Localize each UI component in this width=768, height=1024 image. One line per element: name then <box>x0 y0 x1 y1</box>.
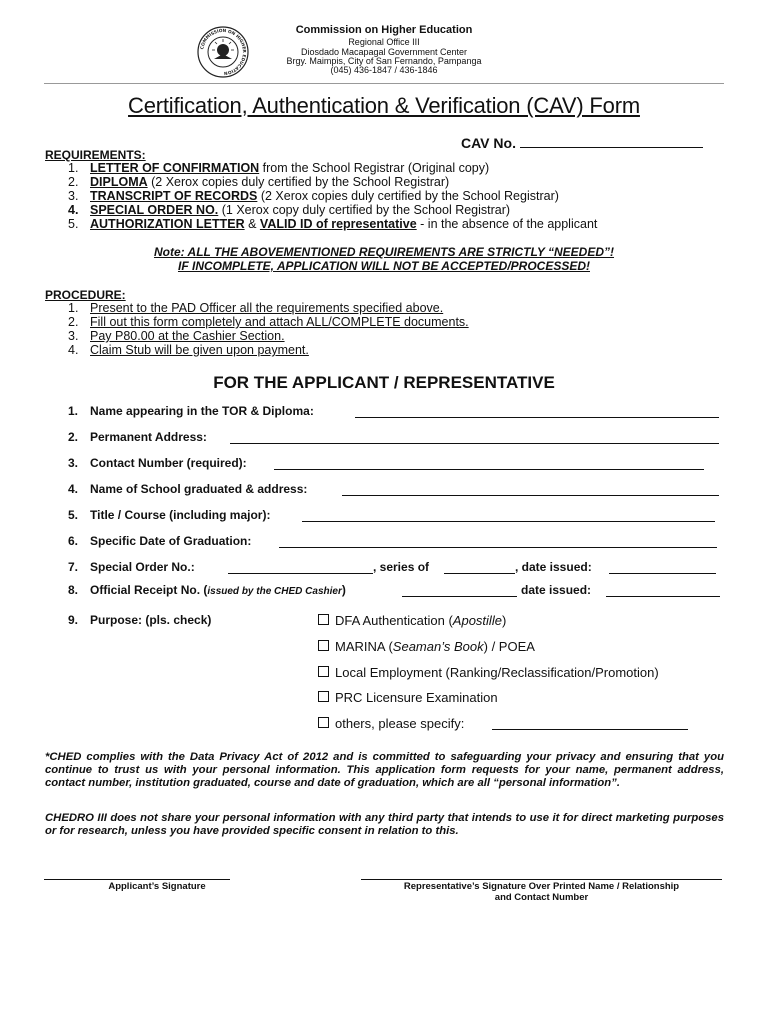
course-input-line[interactable] <box>302 509 715 522</box>
procedure-heading: PROCEDURE: <box>45 288 126 302</box>
receipt-date-label: date issued: <box>521 583 592 597</box>
purpose-option-local-employment[interactable]: Local Employment (Ranking/Reclassification/Promotion) <box>318 666 659 679</box>
note-line-2: IF INCOMPLETE, APPLICATION WILL NOT BE ACCEPTED/PROCESSED! <box>177 259 590 273</box>
purpose-option-others[interactable]: others, please specify: <box>318 717 690 731</box>
school-field: 4. Name of School graduated & address: <box>68 483 724 497</box>
office-address: Brgy. Maimpis, City of San Fernando, Pampanga <box>286 56 482 66</box>
checkbox[interactable] <box>318 666 329 677</box>
checkbox[interactable] <box>318 640 329 651</box>
privacy-notice-sharing: CHEDRO III does not share your personal information with any third party that intends to use it for direct marketing purposes or for research, unless you have provided specific consent in relation to this. <box>45 812 724 837</box>
address-field: 2. Permanent Address: <box>68 431 724 445</box>
requirements-heading: REQUIREMENTS: <box>45 148 146 162</box>
org-name: Commission on Higher Education <box>295 24 473 36</box>
representative-signature-label-2: and Contact Number <box>494 892 589 903</box>
address-input-line[interactable] <box>230 431 719 444</box>
privacy-notice: *CHED complies with the Data Privacy Act of 2012 and is committed to safeguarding your privacy and ensuring that you continue to trust us with your personal information. This application form requests for your name, permanent address, contact number, institution graduated, course and date of graduation, which are all “personal information”. <box>45 751 724 789</box>
special-order-input-line[interactable] <box>228 561 373 574</box>
representative-signature-label: Representative’s Signature Over Printed Name / Relationship <box>403 881 680 892</box>
date-issued-label: , date issued: <box>515 560 592 574</box>
cav-number-label: CAV No. <box>461 135 516 151</box>
form-title: Certification, Authentication & Verification (CAV) Form <box>128 93 640 118</box>
series-label: , series of <box>373 560 430 574</box>
receipt-date-input-line[interactable] <box>606 584 720 597</box>
checkbox[interactable] <box>318 717 329 728</box>
checkbox[interactable] <box>318 691 329 702</box>
special-order-field: 7. Special Order No.: , series of , date issued: <box>68 561 724 575</box>
name-field: 1. Name appearing in the TOR & Diploma: <box>68 405 724 419</box>
so-date-input-line[interactable] <box>609 561 716 574</box>
office-phone: (045) 436-1847 / 436-1846 <box>330 65 438 75</box>
svg-text:COMMISSION ON HIGHER EDUCATION: COMMISSION ON HIGHER EDUCATION <box>200 28 247 76</box>
government-center: Diosdado Macapagal Government Center <box>300 47 468 57</box>
note-line-1: Note: ALL THE ABOVEMENTIONED REQUIREMENTS ARE STRICTLY “NEEDED”! <box>153 245 615 259</box>
receipt-input-line[interactable] <box>402 584 517 597</box>
name-input-line[interactable] <box>355 405 719 418</box>
applicant-section-heading: FOR THE APPLICANT / REPRESENTATIVE <box>213 373 555 392</box>
cav-number-blank[interactable] <box>520 133 703 148</box>
checkbox[interactable] <box>318 614 329 625</box>
graduation-date-input-line[interactable] <box>279 535 717 548</box>
course-field: 5. Title / Course (including major): <box>68 509 724 523</box>
receipt-field: 8. Official Receipt No. (issued by the CHED Cashier) date issued: <box>68 584 724 598</box>
purpose-option-marina[interactable]: MARINA (Seaman’s Book) / POEA <box>318 640 535 653</box>
contact-field: 3. Contact Number (required): <box>68 457 724 471</box>
purpose-option-prc[interactable]: PRC Licensure Examination <box>318 691 498 704</box>
representative-signature-line[interactable] <box>361 879 722 880</box>
regional-office: Regional Office III <box>348 37 420 47</box>
others-input-line[interactable] <box>492 717 688 730</box>
applicant-signature-label: Applicant’s Signature <box>108 881 206 892</box>
purpose-option-dfa[interactable]: DFA Authentication (Apostille) <box>318 614 506 627</box>
header-divider <box>44 83 724 84</box>
contact-input-line[interactable] <box>274 457 704 470</box>
cav-number-field[interactable] <box>461 133 703 151</box>
graduation-date-field: 6. Specific Date of Graduation: <box>68 535 724 549</box>
applicant-signature-line[interactable] <box>44 879 230 880</box>
series-input-line[interactable] <box>444 561 515 574</box>
school-input-line[interactable] <box>342 483 719 496</box>
